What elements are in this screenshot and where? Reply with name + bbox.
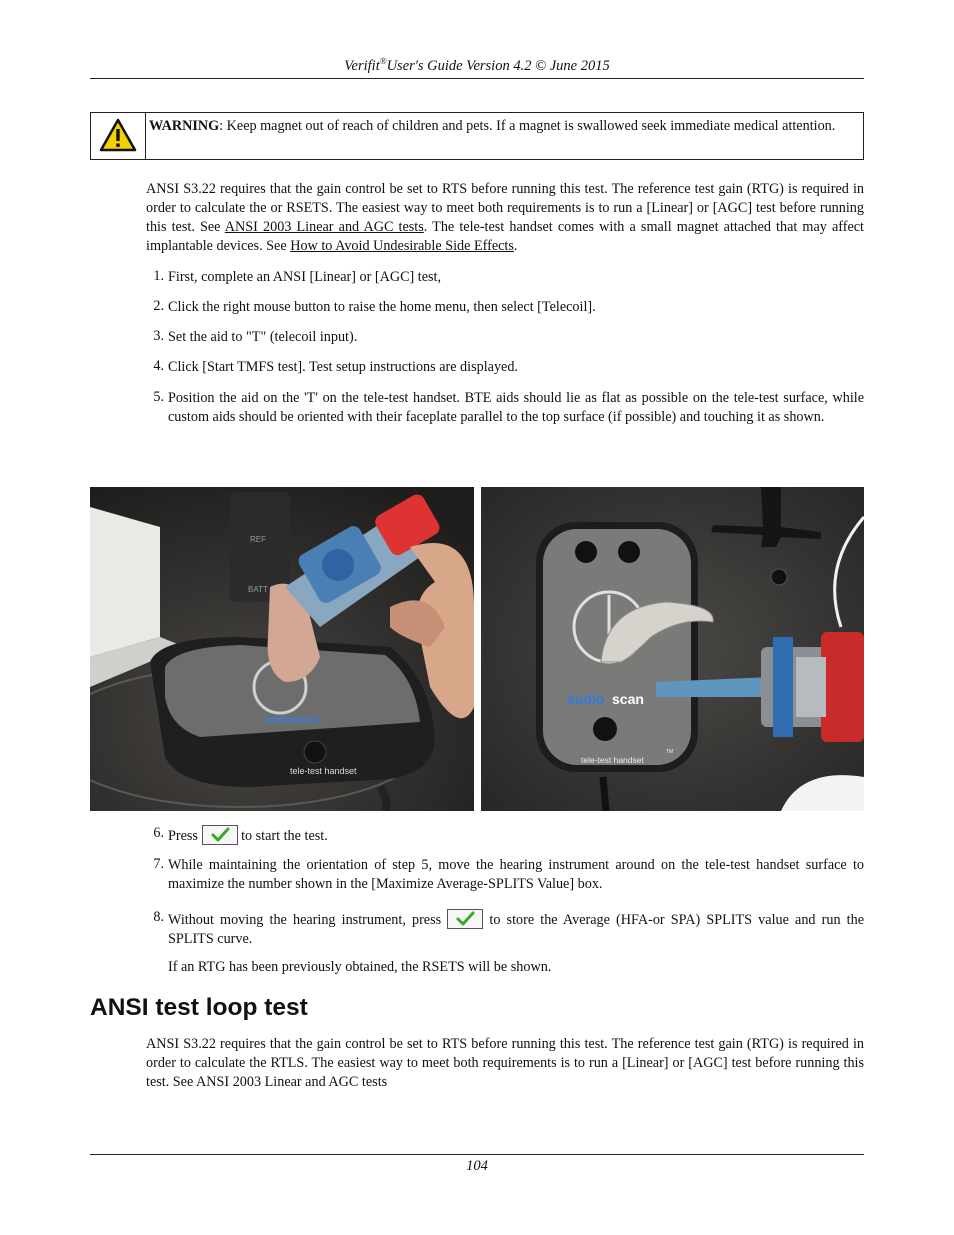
step-number: 7.	[153, 856, 164, 872]
intro-paragraph: ANSI S3.22 requires that the gain control be set to RTS before running this test. The reference test gain (RTG) is required in order to calculate the or RSETS. The easiest way to meet both requirements is to run a [Linear] or [AGC] test before running this test. See ANSI 2003 Linear and AGC tests. The tele-test handset comes with a small magnet attached that may affect implantable devices. See How to Avoid Undesirable Side Effects.	[146, 181, 864, 254]
step-number: 5.	[153, 389, 164, 405]
step-number: 6.	[153, 825, 164, 841]
step-text: Set the aid to "T" (telecoil input).	[168, 329, 358, 345]
warning-text: WARNING: Keep magnet out of reach of children and pets. If a magnet is swallowed seek immediate medical attention.	[149, 118, 836, 134]
link-ansi-linear-agc[interactable]: ANSI 2003 Linear and AGC tests	[224, 219, 424, 235]
brand-label: audioscan	[265, 714, 320, 726]
step-text: Position the aid on the 'T' on the tele-test handset. BTE aids should lie as flat as possible on the tele-test surface, while custom aids should be oriented with their faceplate parallel to the top surface (if possible) and touching it as shown.	[168, 390, 864, 425]
step-text: While maintaining the orientation of step 5, move the hearing instrument around on the tele-test handset surface to maximize the number shown in the [Maximize Average-SPLITS Value] box.	[168, 857, 864, 892]
checkmark-button[interactable]	[447, 909, 483, 929]
rtg-note: If an RTG has been previously obtained, the RSETS will be shown.	[168, 959, 552, 975]
step-text: Press to start the test.	[168, 825, 864, 846]
step-text: Click the right mouse button to raise the home menu, then select [Telecoil].	[168, 299, 596, 315]
step-text: First, complete an ANSI [Linear] or [AGC] test,	[168, 269, 442, 285]
page-number: 104	[466, 1158, 488, 1174]
check-icon	[203, 826, 237, 844]
check-icon	[448, 910, 482, 928]
checkmark-button[interactable]	[202, 825, 238, 845]
step-number: 8.	[153, 909, 164, 925]
header-rule	[90, 78, 864, 79]
photo-custom-aid-on-handset	[90, 487, 474, 811]
step-text: Click [Start TMFS test]. Test setup instructions are displayed.	[168, 359, 518, 375]
footer-rule	[90, 1154, 864, 1155]
photo-bte-aid-on-handset	[481, 487, 864, 811]
step-number: 2.	[153, 298, 164, 314]
batt-label: BATT	[248, 585, 268, 594]
section-paragraph: ANSI S3.22 requires that the gain control be set to RTS before running this test. The reference test gain (RTG) is required in order to calculate the RTLS. The easiest way to meet both requirements is to run a [Linear] or [AGC] test before running this test. See ANSI 2003 Linear and AGC tests	[146, 1036, 864, 1090]
step-number: 4.	[153, 358, 164, 374]
trademark-label: TM	[666, 749, 674, 755]
warning-triangle-icon	[91, 113, 146, 159]
ref-label: REF	[250, 535, 266, 544]
running-header: Verifit®User's Guide Version 4.2 © June 2015	[344, 56, 610, 74]
warning-box	[90, 112, 864, 160]
section-heading: ANSI test loop test	[90, 994, 308, 1021]
brand-label-a: audio	[567, 691, 605, 707]
brand-label-b: scan	[612, 691, 644, 707]
link-side-effects[interactable]: How to Avoid Undesirable Side Effects	[290, 238, 514, 254]
step-text: Without moving the hearing instrument, press to store the Average (HFA-or SPA) SPLITS value and run the SPLITS curve.	[168, 909, 864, 949]
step-number: 1.	[153, 268, 164, 284]
step-number: 3.	[153, 328, 164, 344]
handset-label: tele-test handset	[581, 755, 644, 765]
handset-label: tele-test handset	[290, 766, 357, 776]
